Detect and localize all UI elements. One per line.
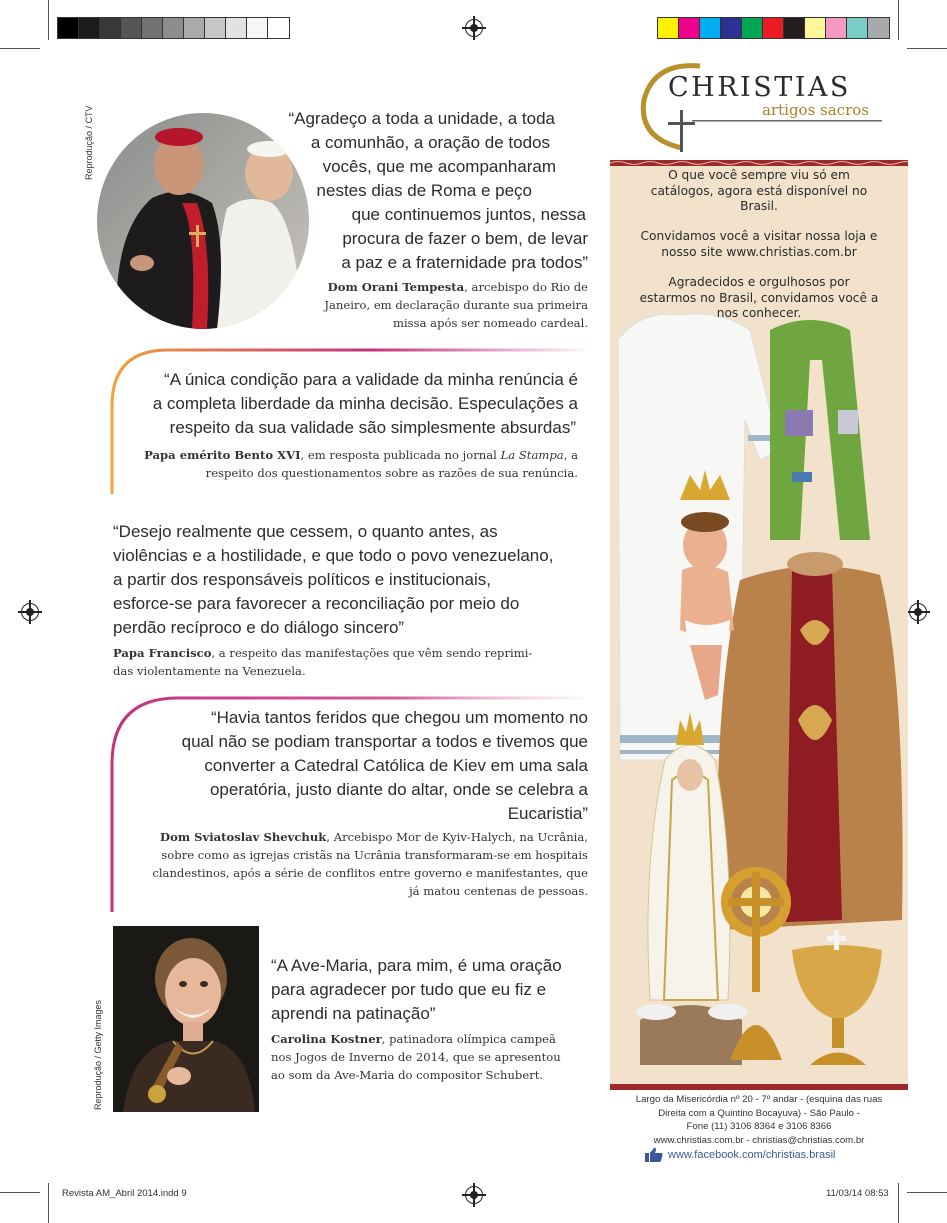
photo-credit-getty: Reprodução / Getty Images — [93, 999, 103, 1110]
quote-francisco: “Desejo realmente que cessem, o quanto antes, as violências e a hostilidade, e que todo o povo venezuelano, a partir dos responsáveis políticos e institucionais, esforce-se para favorecer a reconciliação por meio do perdão recíproco e do diálogo sincero” — [113, 522, 554, 637]
grayscale-color-bar — [57, 17, 290, 39]
attribution-orani-tempesta: Dom Orani Tempesta, arcebispo do Rio de Janeiro, em declaração durante sua primeira missa após ser nomeado cardeal. — [324, 280, 588, 330]
ad-address: Largo da Misericórdia nº 20 - 7º andar - (esquina das ruas Direita com a Quintino Bocayuva) - São Paulo - Fone (11) 3106 8364 e 3106 8366 www.christias.com.br - christias@christias.com.br — [635, 1094, 883, 1146]
ad-paragraph-thanks: Agradecidos e orgulhosos por estarmos no Brasil, convidamos você a nos conhecer. — [639, 275, 879, 320]
slug-filename: Revista AM_Abril 2014.indd 9 — [62, 1188, 187, 1199]
attribution-francisco: Papa Francisco, a respeito das manifestações que vêm sendo reprimi- das violentamente na Venezuela. — [113, 646, 533, 678]
skater-photo — [113, 926, 259, 1112]
speaker-name: Papa emérito Bento XVI — [144, 448, 301, 462]
slug-timestamp: 11/03/14 08:53 — [826, 1188, 889, 1199]
christias-tagline: artigos sacros — [762, 101, 869, 119]
ad-paragraph-available: O que você sempre viu só em catálogos, agora está disponível no Brasil. — [650, 168, 868, 213]
speaker-name: Carolina Kostner — [271, 1032, 382, 1046]
photo-credit-ctv: Reprodução / CTV — [84, 105, 94, 180]
registration-mark-top — [465, 19, 483, 37]
speaker-name: Dom Orani Tempesta — [327, 280, 465, 294]
facebook-link[interactable] — [644, 1147, 836, 1163]
registration-mark-bottom — [465, 1186, 483, 1204]
attribution-shevchuk: Dom Sviatoslav Shevchuk, Arcebispo Mor de Kyiv-Halych, na Ucrânia, sobre como as igrejas cristãs na Ucrânia transformaram-se em hospitais clandestinos, após a série de conflitos entre governo e manifestantes, que já matou centenas de pessoas. — [152, 830, 588, 898]
quote-benedict: “A única condição para a validade da minha renúncia é a completa liberdade da minha decisão. Especulações a respeito da sua validade são simplesmente absurdas” — [152, 370, 578, 437]
ad-paragraph-invite: Convidamos você a visitar nossa loja e nosso site www.christias.com.br — [640, 229, 878, 259]
attribution-benedict: Papa emérito Bento XVI, em resposta publicada no jornal La Stampa, a respeito dos questionamentos sobre as razões de sua renúncia. — [144, 448, 578, 480]
registration-mark-right — [909, 603, 927, 621]
registration-mark-left — [21, 603, 39, 621]
christias-logo — [634, 58, 894, 154]
process-color-bar — [657, 17, 890, 39]
attribution-kostner: Carolina Kostner, patinadora olímpica campeã nos Jogos de Inverno de 2014, que se apresentou ao som da Ave-Maria do compositor Schubert. — [271, 1032, 561, 1082]
quote-shevchuk: “Havia tantos feridos que chegou um momento no qual não se podiam transportar a todos e tivemos que converter a Catedral Católica de Kiev em uma sala operatória, justo diante do altar, onde se celebra a Eucaristia” — [181, 708, 588, 823]
quote-kostner: “A Ave-Maria, para mim, é uma oração para agradecer por tudo que eu fiz e aprendi na patinação” — [271, 956, 562, 1023]
facebook-url[interactable]: www.facebook.com/christias.brasil — [668, 1149, 836, 1161]
speaker-name: Dom Sviatoslav Shevchuk — [160, 830, 327, 844]
quote-orani-tempesta: “Agradeço a toda a unidade, a toda a comunhão, a oração de todos vocês, que me acompanharam nestes dias de Roma e peço que continuemos juntos, nessa procura de fazer o bem, de levar a paz e a fraternidade pra todos” — [288, 109, 588, 272]
thumbs-up-icon — [644, 1147, 664, 1163]
christias-brand: CHRISTIAS — [668, 72, 851, 103]
speaker-name: Papa Francisco — [113, 646, 212, 660]
